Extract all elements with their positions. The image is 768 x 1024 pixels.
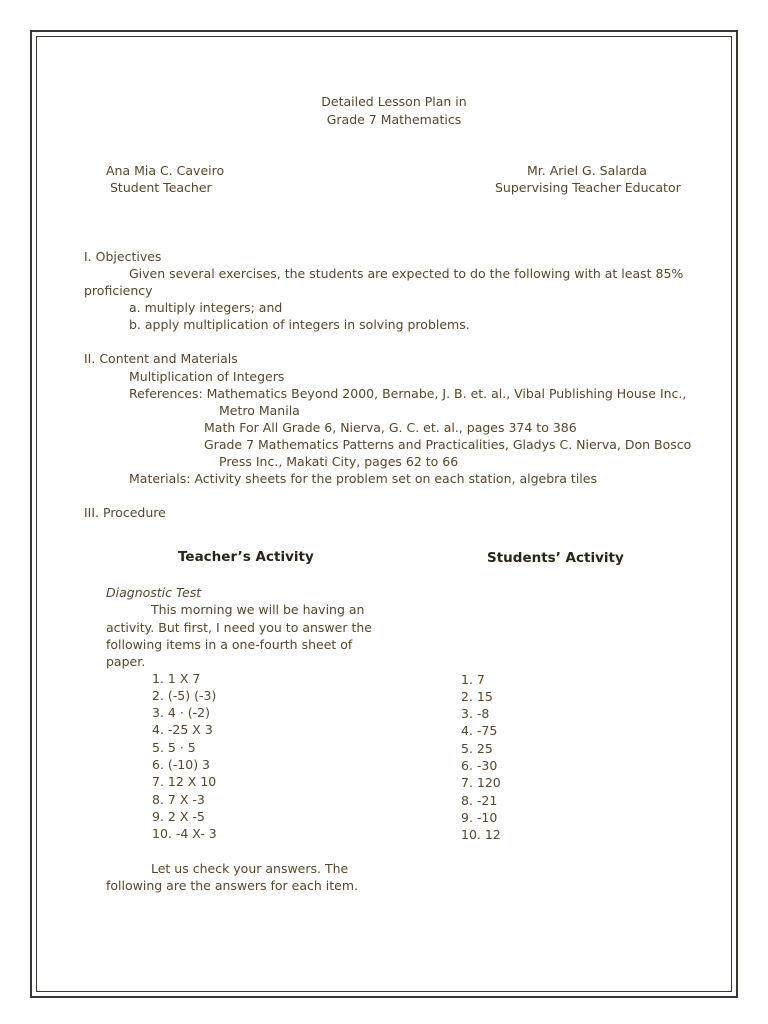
reference-1-line-1: References: Mathematics Beyond 2000, Bernabe, J. B. et. al., Vibal Publishing House Inc., — [129, 386, 687, 401]
reference-3-line-2: Press Inc., Makati City, pages 62 to 66 — [219, 454, 459, 469]
test-item: 5. 5 · 5 — [152, 740, 196, 755]
objective-item-a: a. multiply integers; and — [129, 300, 283, 315]
answer-item: 8. -21 — [461, 793, 498, 808]
objective-item-b: b. apply multiplication of integers in solving problems. — [129, 317, 470, 332]
answer-item: 10. 12 — [461, 827, 501, 842]
test-item: 10. -4 X- 3 — [152, 826, 217, 841]
procedure-heading: III. Procedure — [84, 505, 166, 520]
answer-item: 2. 15 — [461, 689, 493, 704]
test-item: 9. 2 X -5 — [152, 809, 205, 824]
answer-item: 7. 120 — [461, 775, 501, 790]
test-item: 7. 12 X 10 — [152, 774, 217, 789]
supervisor-name: Mr. Ariel G. Salarda — [527, 163, 647, 178]
student-teacher-name: Ana Mia C. Caveiro — [106, 163, 225, 178]
diagnostic-test-label: Diagnostic Test — [106, 585, 202, 600]
answer-item: 4. -75 — [461, 723, 498, 738]
student-teacher-role: Student Teacher — [110, 180, 212, 195]
test-item: 4. -25 X 3 — [152, 722, 213, 737]
answer-item: 5. 25 — [461, 741, 493, 756]
test-item: 6. (-10) 3 — [152, 757, 210, 772]
test-item: 1. 1 X 7 — [152, 671, 201, 686]
objectives-heading: I. Objectives — [84, 249, 162, 264]
supervisor-role: Supervising Teacher Educator — [495, 180, 681, 195]
test-item: 2. (-5) (-3) — [152, 688, 217, 703]
test-item: 8. 7 X -3 — [152, 792, 205, 807]
reference-3-line-1: Grade 7 Mathematics Patterns and Practicalities, Gladys C. Nierva, Don Bosco — [204, 437, 692, 452]
objectives-intro-line-2: proficiency — [84, 283, 153, 298]
teacher-intro-line-2: activity. But first, I need you to answer the — [106, 620, 372, 635]
objectives-intro-line-1: Given several exercises, the students are expected to do the following with at least 85% — [129, 266, 684, 281]
check-answers-line-2: following are the answers for each item. — [106, 878, 358, 893]
answer-item: 6. -30 — [461, 758, 498, 773]
test-item: 3. 4 · (-2) — [152, 705, 210, 720]
title-line-1: Detailed Lesson Plan in — [321, 94, 467, 109]
reference-2: Math For All Grade 6, Nierva, G. C. et. al., pages 374 to 386 — [204, 420, 577, 435]
answer-item: 1. 7 — [461, 672, 485, 687]
answer-item: 9. -10 — [461, 810, 498, 825]
content-heading: II. Content and Materials — [84, 351, 238, 366]
reference-1-line-2: Metro Manila — [219, 403, 300, 418]
answer-item: 3. -8 — [461, 706, 490, 721]
content-topic: Multiplication of Integers — [129, 369, 285, 384]
materials: Materials: Activity sheets for the problem set on each station, algebra tiles — [129, 471, 597, 486]
teacher-intro-line-4: paper. — [106, 654, 146, 669]
title-line-2: Grade 7 Mathematics — [326, 112, 462, 127]
students-activity-header: Students’ Activity — [487, 550, 624, 566]
check-answers-line-1: Let us check your answers. The — [151, 861, 349, 876]
teacher-intro-line-1: This morning we will be having an — [151, 602, 365, 617]
teacher-activity-header: Teacher’s Activity — [178, 549, 314, 565]
teacher-intro-line-3: following items in a one-fourth sheet of — [106, 637, 353, 652]
